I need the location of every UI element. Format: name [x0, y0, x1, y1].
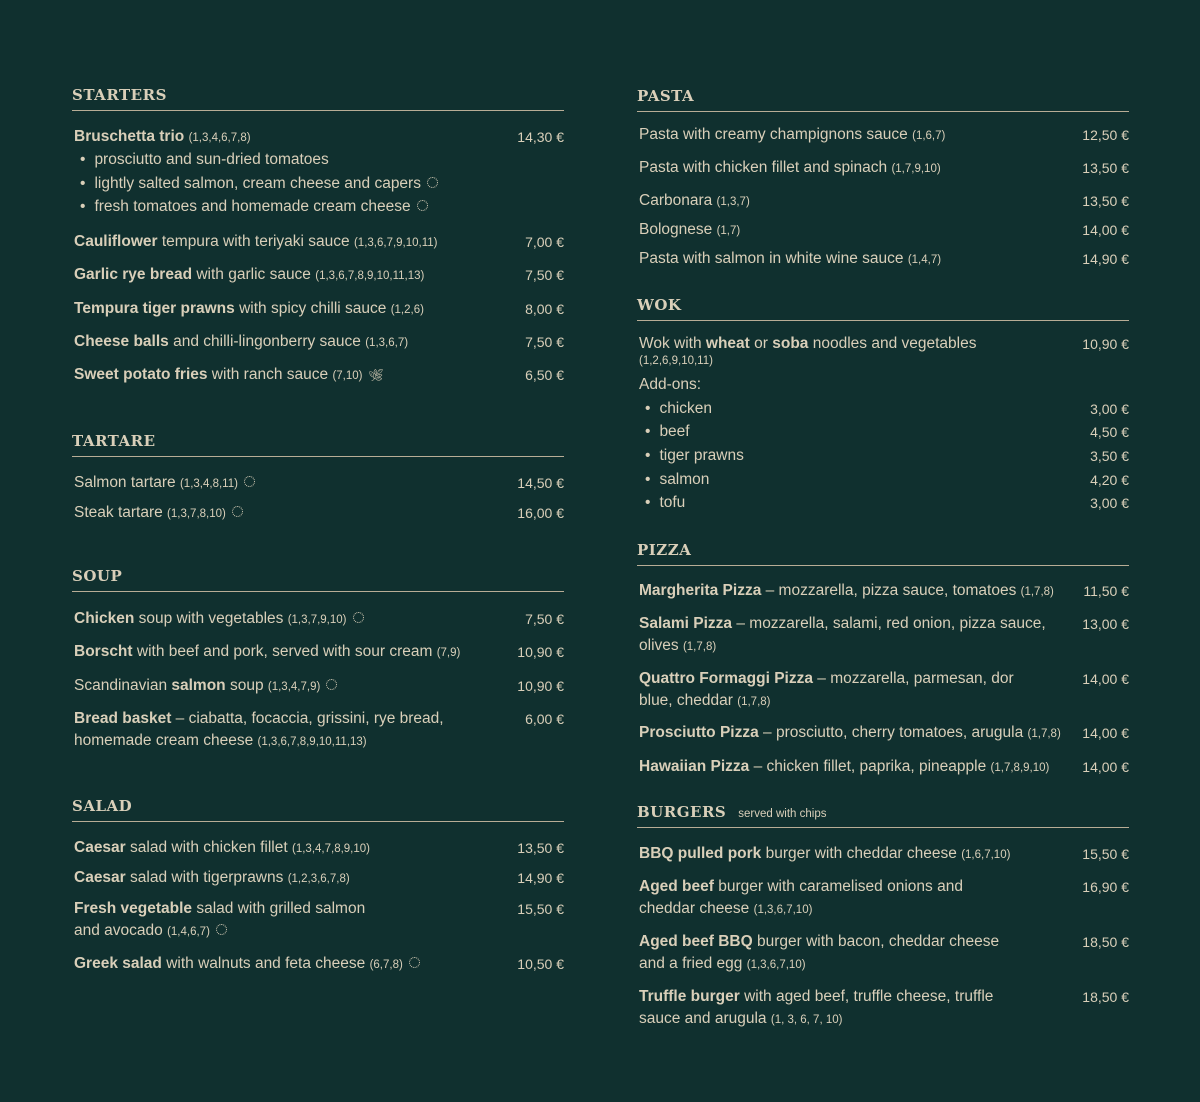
item-price: 10,90 € [517, 678, 564, 694]
item-price: 7,50 € [525, 267, 564, 283]
menu-item [639, 756, 1129, 779]
item-text: sauce and arugula [639, 1010, 771, 1027]
allergens: (1,7,8,9,10) [990, 762, 1050, 774]
menu-item [639, 219, 1129, 242]
item-price: 18,50 € [1082, 934, 1129, 950]
item-text: Cauliflower [74, 233, 158, 250]
allergens: (7,10) [332, 370, 363, 382]
menu-item [74, 898, 564, 943]
item-text: with aged beef, truffle cheese, truffle [739, 988, 994, 1005]
item-text: – ciabatta, focaccia, grissini, rye bread, [171, 710, 444, 727]
item-text: • salmon [645, 469, 709, 491]
item-text: Wok with [639, 335, 706, 352]
item-text: homemade cream cheese [74, 732, 258, 749]
menu-item [639, 843, 1129, 866]
addon-item [645, 445, 1129, 467]
gluten-free-icon [409, 957, 420, 968]
allergens: (1,4,7) [907, 254, 942, 266]
vegan-leaf-icon: 🌿︎ [368, 368, 384, 382]
item-text: with ranch sauce [207, 366, 333, 383]
menu-item [74, 641, 564, 664]
section-soup [72, 567, 564, 592]
addons-label: Add-ons: [639, 376, 702, 393]
gluten-free-icon [326, 679, 337, 690]
item-text: with garlic sauce [192, 266, 316, 283]
addon-item [645, 492, 1129, 514]
menu-item [74, 675, 564, 698]
item-price: 15,50 € [1082, 846, 1129, 862]
item-price: 14,00 € [1082, 759, 1129, 775]
item-text: Bolognese [639, 221, 717, 238]
section-burgers [637, 803, 1129, 828]
item-text: and avocado [74, 922, 168, 939]
item-text: • chicken [645, 398, 712, 420]
item-price: 4,20 € [1090, 472, 1129, 488]
menu-item [639, 157, 1129, 180]
allergens: (1,6,7) [912, 130, 946, 142]
item-text: Caesar [74, 869, 126, 886]
section-salad [72, 797, 564, 822]
menu-item [74, 608, 564, 631]
item-price: 13,50 € [517, 840, 564, 856]
item-text: Borscht [74, 643, 133, 660]
item-text: Pasta with salmon in white wine sauce [639, 250, 908, 267]
addon-item [645, 421, 1129, 443]
addon-item [645, 469, 1129, 491]
item-price: 6,00 € [525, 711, 564, 727]
menu-item [74, 708, 564, 753]
item-price: 16,00 € [517, 505, 564, 521]
item-price: 14,90 € [1082, 251, 1129, 267]
allergens: (1,7,9,10) [891, 163, 941, 175]
allergens: (1,3,4,8,11) [179, 478, 238, 490]
item-text: – mozzarella, parmesan, dor [812, 670, 1014, 687]
item-text: noodles and vegetables [808, 335, 977, 352]
item-name: Bruschetta trio [74, 128, 185, 145]
section-starters [72, 86, 564, 111]
item-price: 12,50 € [1082, 127, 1129, 143]
sub-item [80, 173, 564, 195]
item-text: • tiger prawns [645, 445, 744, 467]
allergens: (1,3,7,9,10) [287, 614, 347, 626]
menu-item [639, 986, 1129, 1031]
menu-item [74, 502, 564, 525]
section-title: STARTERS [72, 86, 564, 111]
section-tartare [72, 432, 564, 457]
sub-item [80, 149, 564, 171]
allergens: (1,7,8) [1027, 728, 1061, 740]
item-price: 15,50 € [517, 901, 564, 917]
allergens: (6,7,8) [369, 959, 403, 971]
section-wok [637, 296, 1129, 321]
allergens: (1,2,6,9,10,11) [639, 355, 713, 367]
item-text: blue, cheddar [639, 692, 738, 709]
item-price: 14,30 € [517, 129, 564, 145]
item-price: 3,00 € [1090, 401, 1129, 417]
item-price: 4,50 € [1090, 424, 1129, 440]
item-text: tempura with teriyaki sauce [157, 233, 354, 250]
item-text: Greek salad [74, 955, 162, 972]
menu-item [639, 668, 1129, 713]
item-text: burger with bacon, cheddar cheese [752, 933, 1000, 950]
item-text: lightly salted salmon, cream cheese and capers [94, 175, 421, 192]
fish-free-icon [427, 177, 438, 188]
menu-item-wok [639, 333, 1129, 378]
item-text: Sweet potato fries [74, 366, 208, 383]
item-text: – mozzarella, salami, red onion, pizza sauce, [732, 615, 1046, 632]
menu-item [639, 190, 1129, 213]
allergens: (1,3,7) [716, 196, 750, 208]
menu-item [74, 472, 564, 495]
menu-item [639, 722, 1129, 745]
allergens: (7,9) [436, 647, 461, 659]
item-price: 16,90 € [1082, 879, 1129, 895]
section-title: BURGERS [637, 803, 727, 821]
item-text: Cheese balls [74, 333, 169, 350]
menu-item [74, 837, 564, 860]
item-text: with beef and pork, served with sour cream [132, 643, 437, 660]
allergens: (1,2,3,6,7,8) [287, 873, 350, 885]
allergens: (1,3,6,7,10) [753, 904, 813, 916]
item-text: wheat [705, 335, 750, 352]
item-text: Aged beef BBQ [639, 933, 753, 950]
item-text: burger with caramelised onions and [713, 878, 963, 895]
allergens: (1,3,4,7,9) [267, 681, 321, 693]
item-price: 14,90 € [517, 870, 564, 886]
section-title: TARTARE [72, 432, 564, 457]
item-price: 3,00 € [1090, 495, 1129, 511]
section-title: SOUP [72, 567, 564, 592]
item-text: Aged beef [639, 878, 714, 895]
menu-item [74, 298, 564, 321]
item-price: 10,50 € [517, 956, 564, 972]
gluten-free-icon [216, 924, 227, 935]
allergens: (1,3,6,7) [365, 337, 409, 349]
allergens: (1,6,7,10) [961, 849, 1011, 861]
item-text: – prosciutto, cherry tomatoes, arugula [758, 724, 1028, 741]
section-title: PIZZA [637, 541, 1129, 566]
item-text: Tempura tiger prawns [74, 300, 235, 317]
item-text: salad with grilled salmon [192, 900, 366, 917]
item-price: 11,50 € [1083, 583, 1129, 599]
gluten-free-icon [353, 612, 364, 623]
menu-item [639, 613, 1129, 658]
item-price: 6,50 € [525, 367, 564, 383]
section-pasta [637, 87, 1129, 112]
item-text: Carbonara [639, 192, 717, 209]
item-text: Quattro Formaggi Pizza [639, 670, 813, 687]
item-text: burger with cheddar cheese [761, 845, 962, 862]
item-text: BBQ pulled pork [639, 845, 762, 862]
item-price: 18,50 € [1082, 989, 1129, 1005]
menu-item [74, 331, 564, 354]
menu-item [639, 248, 1129, 271]
item-text: or [749, 335, 773, 352]
menu-item [74, 264, 564, 287]
item-text: Scandinavian [74, 677, 172, 694]
item-price: 13,50 € [1082, 160, 1129, 176]
item-text: Garlic rye bread [74, 266, 193, 283]
menu-item [639, 124, 1129, 147]
item-text: Steak tartare [74, 504, 168, 521]
allergens: (1,3,6,7,10) [746, 959, 806, 971]
item-text: – chicken fillet, paprika, pineapple [749, 758, 991, 775]
allergens: (1,7,8) [682, 641, 717, 653]
item-text: fresh tomatoes and homemade cream cheese [94, 198, 411, 215]
item-text: Salami Pizza [639, 615, 733, 632]
section-pizza [637, 541, 1129, 566]
allergens: (1,7) [716, 225, 741, 237]
item-text: Fresh vegetable [74, 900, 193, 917]
allergens: (1,3,4,7,8,9,10) [292, 843, 370, 855]
section-title: PASTA [637, 87, 1129, 112]
item-text: and a fried egg [639, 955, 747, 972]
gluten-free-icon [244, 476, 255, 487]
item-text: Caesar [74, 839, 126, 856]
item-price: 14,00 € [1082, 671, 1129, 687]
section-note: served with chips [738, 808, 827, 820]
item-text: – mozzarella, pizza sauce, tomatoes [761, 582, 1021, 599]
menu-item [74, 867, 564, 890]
item-text: soup with vegetables [134, 610, 288, 627]
allergens: (1, 3, 6, 7, 10) [770, 1014, 843, 1026]
item-price: 14,00 € [1082, 222, 1129, 238]
item-text: soba [772, 335, 809, 352]
item-text: • prosciutto and sun-dried tomatoes [80, 149, 329, 171]
gluten-free-icon [232, 506, 243, 517]
item-text: Chicken [74, 610, 135, 627]
allergens: (1,2,6) [390, 304, 424, 316]
item-text: Prosciutto Pizza [639, 724, 759, 741]
item-price: 7,00 € [525, 234, 564, 250]
item-text: Pasta with chicken fillet and spinach [639, 159, 892, 176]
allergens: (1,3,6,7,9,10,11) [353, 237, 438, 249]
allergens: (1,3,6,7,8,9,10,11,13) [257, 736, 367, 748]
allergens: (1,7,8) [737, 696, 771, 708]
sub-item [80, 196, 564, 218]
menu-item [74, 364, 564, 387]
item-price: 14,50 € [517, 475, 564, 491]
item-text: soup [225, 677, 268, 694]
item-price: 7,50 € [525, 334, 564, 350]
menu-item [74, 953, 564, 976]
item-text: Salmon tartare [74, 474, 180, 491]
item-price: 7,50 € [525, 611, 564, 627]
menu-item [74, 231, 564, 254]
item-text: Bread basket [74, 710, 172, 727]
menu-item-bruschetta [74, 126, 564, 149]
item-text: Hawaiian Pizza [639, 758, 750, 775]
item-text: Truffle burger [639, 988, 740, 1005]
item-price: 3,50 € [1090, 448, 1129, 464]
item-text: • beef [645, 421, 690, 443]
item-text: and chilli-lingonberry sauce [168, 333, 366, 350]
item-text: Pasta with creamy champignons sauce [639, 126, 913, 143]
section-title: SALAD [72, 797, 564, 822]
item-price: 13,00 € [1082, 616, 1129, 632]
item-text: • tofu [645, 492, 685, 514]
item-price: 10,90 € [1082, 336, 1129, 352]
section-title: WOK [637, 296, 1129, 321]
item-price: 14,00 € [1082, 725, 1129, 741]
allergens: (1,3,7,8,10) [167, 508, 226, 520]
menu-item [639, 876, 1129, 921]
allergens: (1,3,4,6,7,8) [188, 132, 251, 144]
gluten-free-icon [417, 200, 428, 211]
item-text: salmon [171, 677, 226, 694]
menu-item [639, 931, 1129, 976]
allergens: (1,4,6,7) [167, 926, 210, 938]
item-price: 8,00 € [525, 301, 564, 317]
item-text: with spicy chilli sauce [234, 300, 391, 317]
allergens: (1,3,6,7,8,9,10,11,13) [315, 270, 425, 282]
item-text: salad with chicken fillet [125, 839, 292, 856]
item-text: salad with tigerprawns [125, 869, 288, 886]
item-price: 10,90 € [517, 644, 564, 660]
item-text: olives [639, 637, 683, 654]
allergens: (1,7,8) [1020, 586, 1054, 598]
item-text: cheddar cheese [639, 900, 754, 917]
item-text: with walnuts and feta cheese [161, 955, 370, 972]
menu-item [639, 580, 1129, 603]
addon-item [645, 398, 1129, 420]
item-price: 13,50 € [1082, 193, 1129, 209]
item-text: Margherita Pizza [639, 582, 762, 599]
